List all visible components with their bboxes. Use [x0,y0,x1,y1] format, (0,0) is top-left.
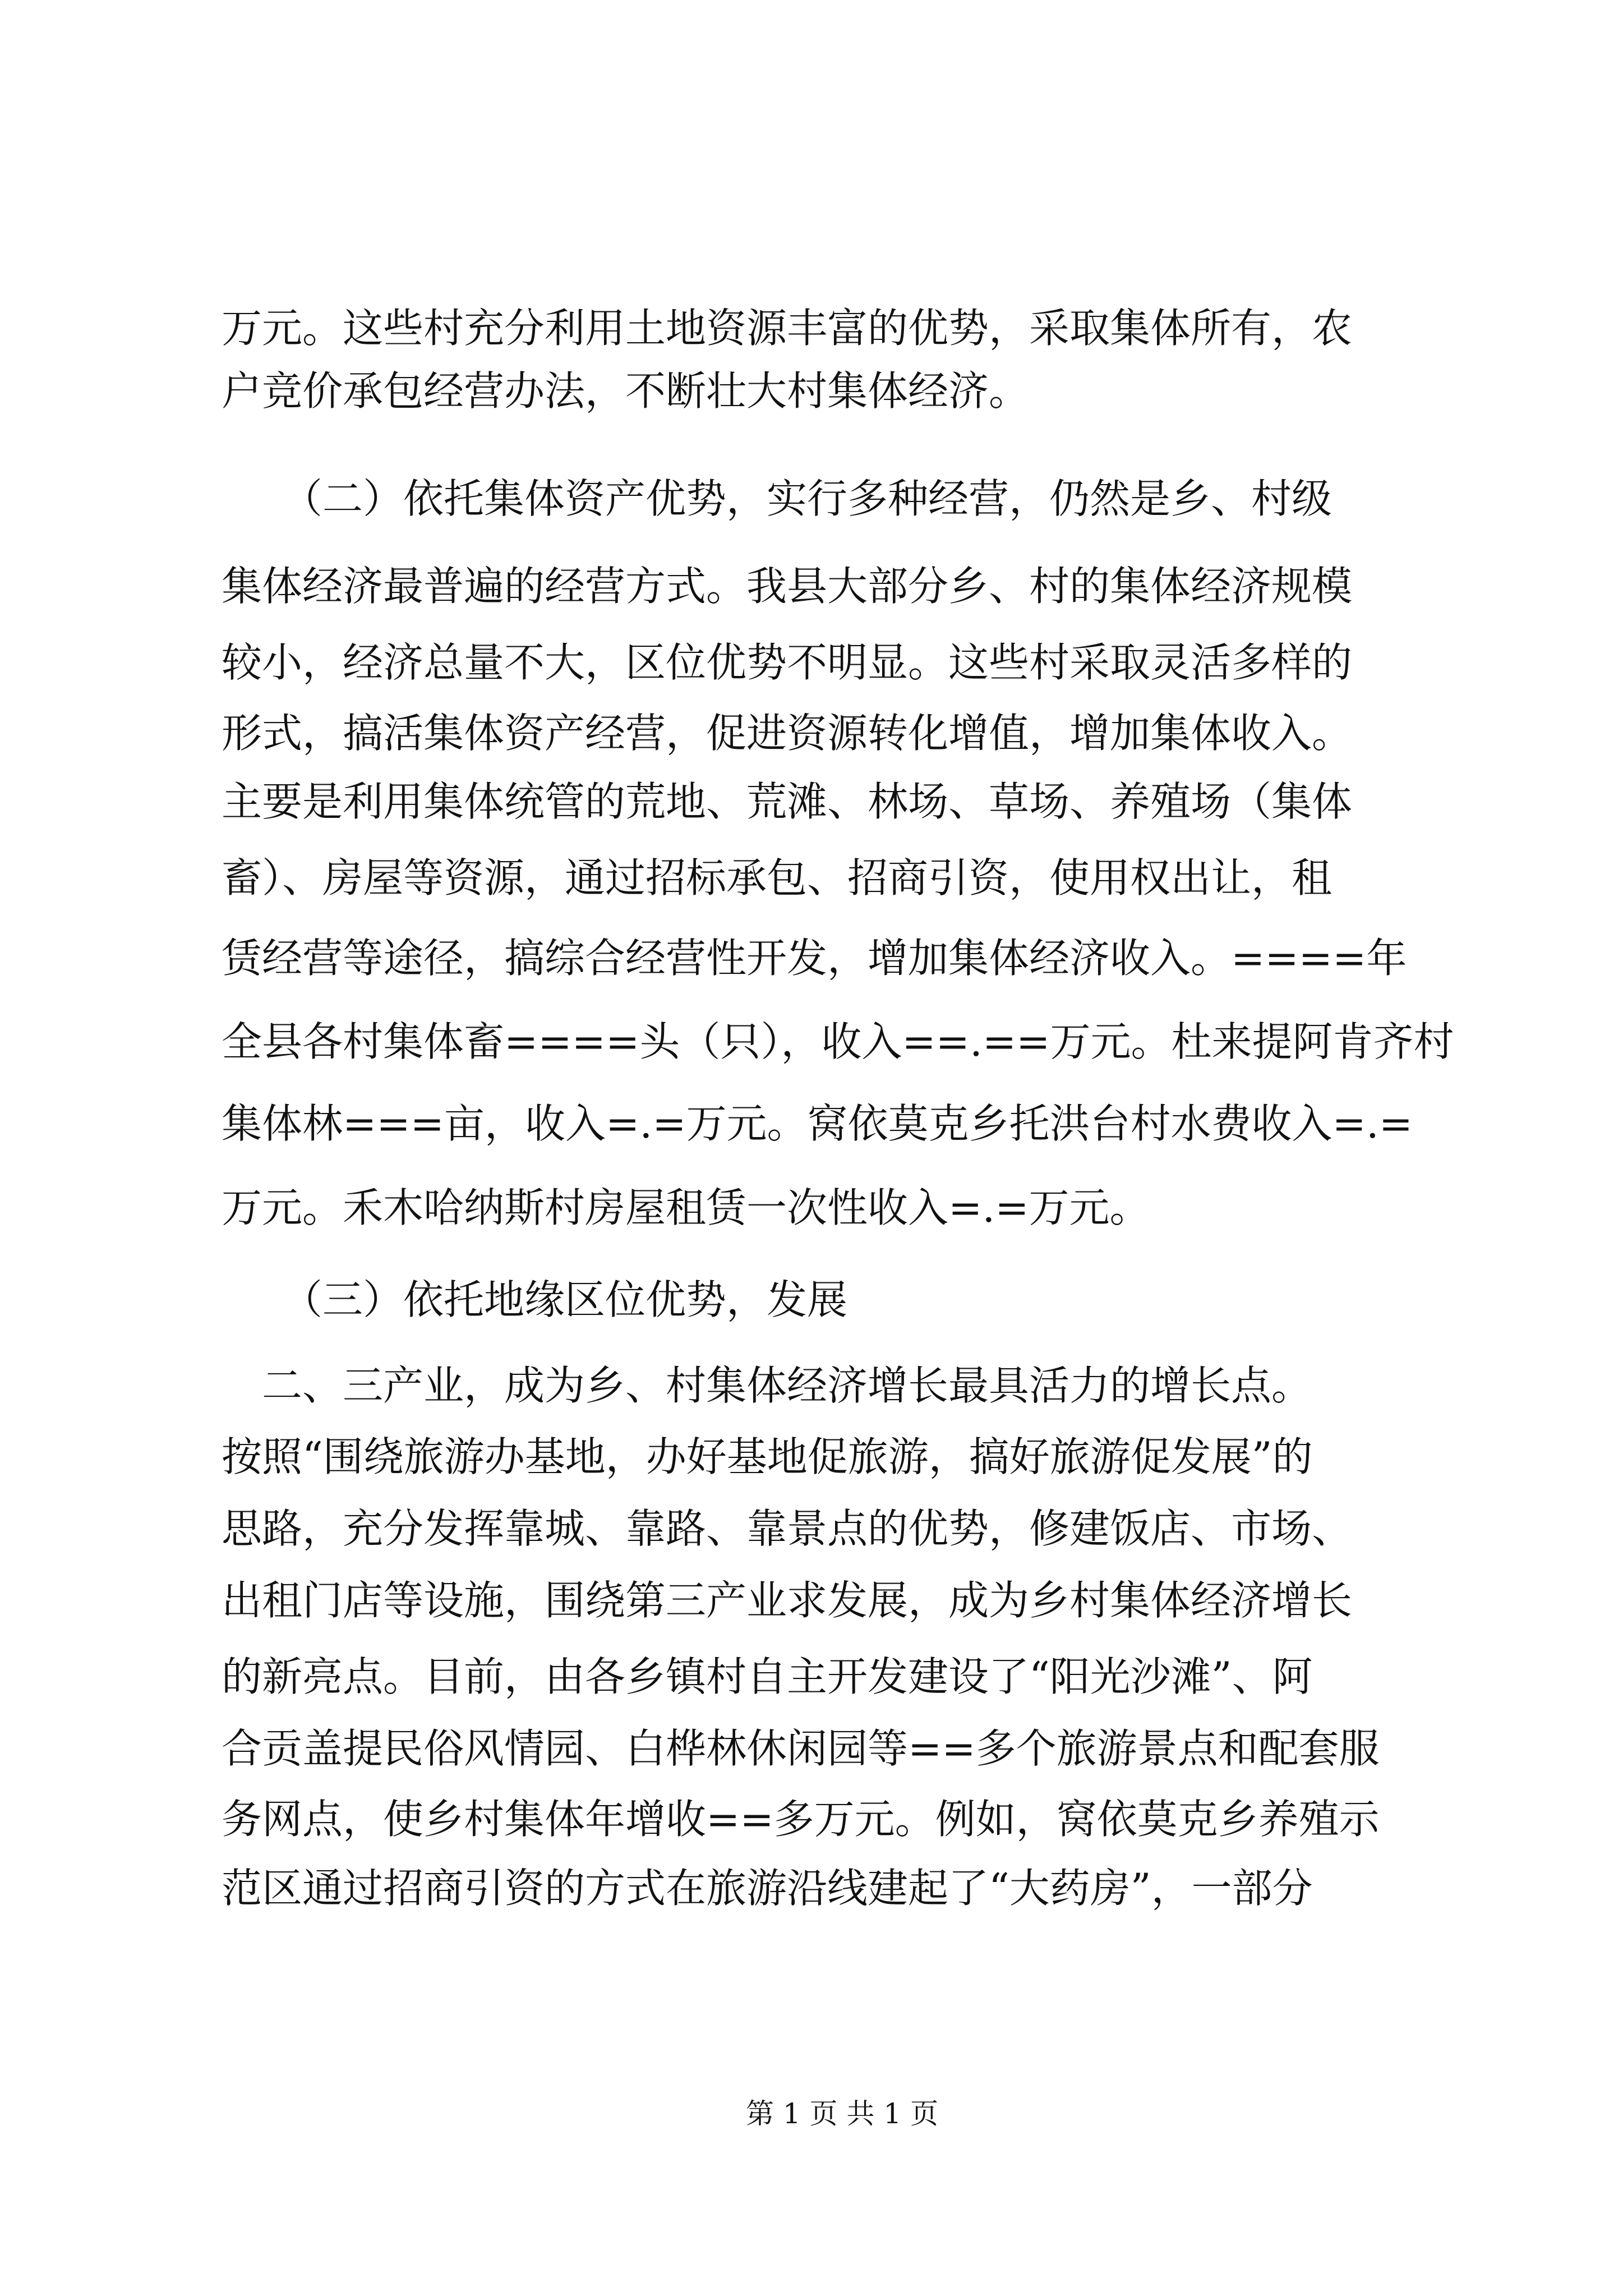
page-number-footer: 第 1 页 共 1 页 [746,2097,939,2130]
body-text-line: 畜）、房屋等资源，通过招标承包、招商引资，使用权出让，租 [222,854,1332,901]
body-text-line: 二、三产业，成为乡、村集体经济增长最具活力的增长点。 [222,1362,1312,1409]
body-text-line: 集体经济最普遍的经营方式。我县大部分乡、村的集体经济规模 [222,563,1353,610]
body-text-line: 全县各村集体畜====头（只），收入==.==万元。杜来提阿肯齐村 [222,1018,1454,1065]
body-text-line: 主要是利用集体统管的荒地、荒滩、林场、草场、养殖场（集体 [222,778,1353,825]
body-text-line: 思路，充分发挥靠城、靠路、靠景点的优势，修建饭店、市场、 [222,1505,1353,1552]
body-text-line: 赁经营等途径，搞综合经营性开发，增加集体经济收入。====年 [222,935,1407,982]
section-heading-line: （三）依托地缘区位优势，发展 [222,1276,848,1323]
body-text-line: 较小，经济总量不大，区位优势不明显。这些村采取灵活多样的 [222,639,1353,686]
body-text-line: 范区通过招商引资的方式在旅游沿线建起了“大药房”，一部分 [222,1865,1313,1912]
body-text-line: 万元。禾木哈纳斯村房屋租赁一次性收入=.=万元。 [222,1184,1150,1231]
body-text-line: 集体林===亩，收入=.=万元。窝依莫克乡托洪台村水费收入=.= [222,1100,1413,1147]
body-text-line: 务网点，使乡村集体年增收==多万元。例如，窝依莫克乡养殖示 [222,1796,1380,1843]
body-text-line: 形式，搞活集体资产经营，促进资源转化增值，增加集体收入。 [222,710,1353,757]
body-text-line: 按照“围绕旅游办基地，办好基地促旅游，搞好旅游促发展”的 [222,1433,1313,1480]
body-text-line: 合贡盖提民俗风情园、白桦林休闲园等==多个旅游景点和配套服 [222,1725,1380,1772]
body-text-line: 的新亮点。目前，由各乡镇村自主开发建设了“阳光沙滩”、阿 [222,1653,1313,1700]
paragraph-line: （二）依托集体资产优势，实行多种经营，仍然是乡、村级 [222,475,1332,522]
body-text-line: 户竞价承包经营办法，不断壮大村集体经济。 [222,367,1030,415]
body-text-line: 万元。这些村充分利用土地资源丰富的优势，采取集体所有，农 [222,305,1353,352]
body-text-line: 出租门店等设施，围绕第三产业求发展，成为乡村集体经济增长 [222,1577,1353,1624]
